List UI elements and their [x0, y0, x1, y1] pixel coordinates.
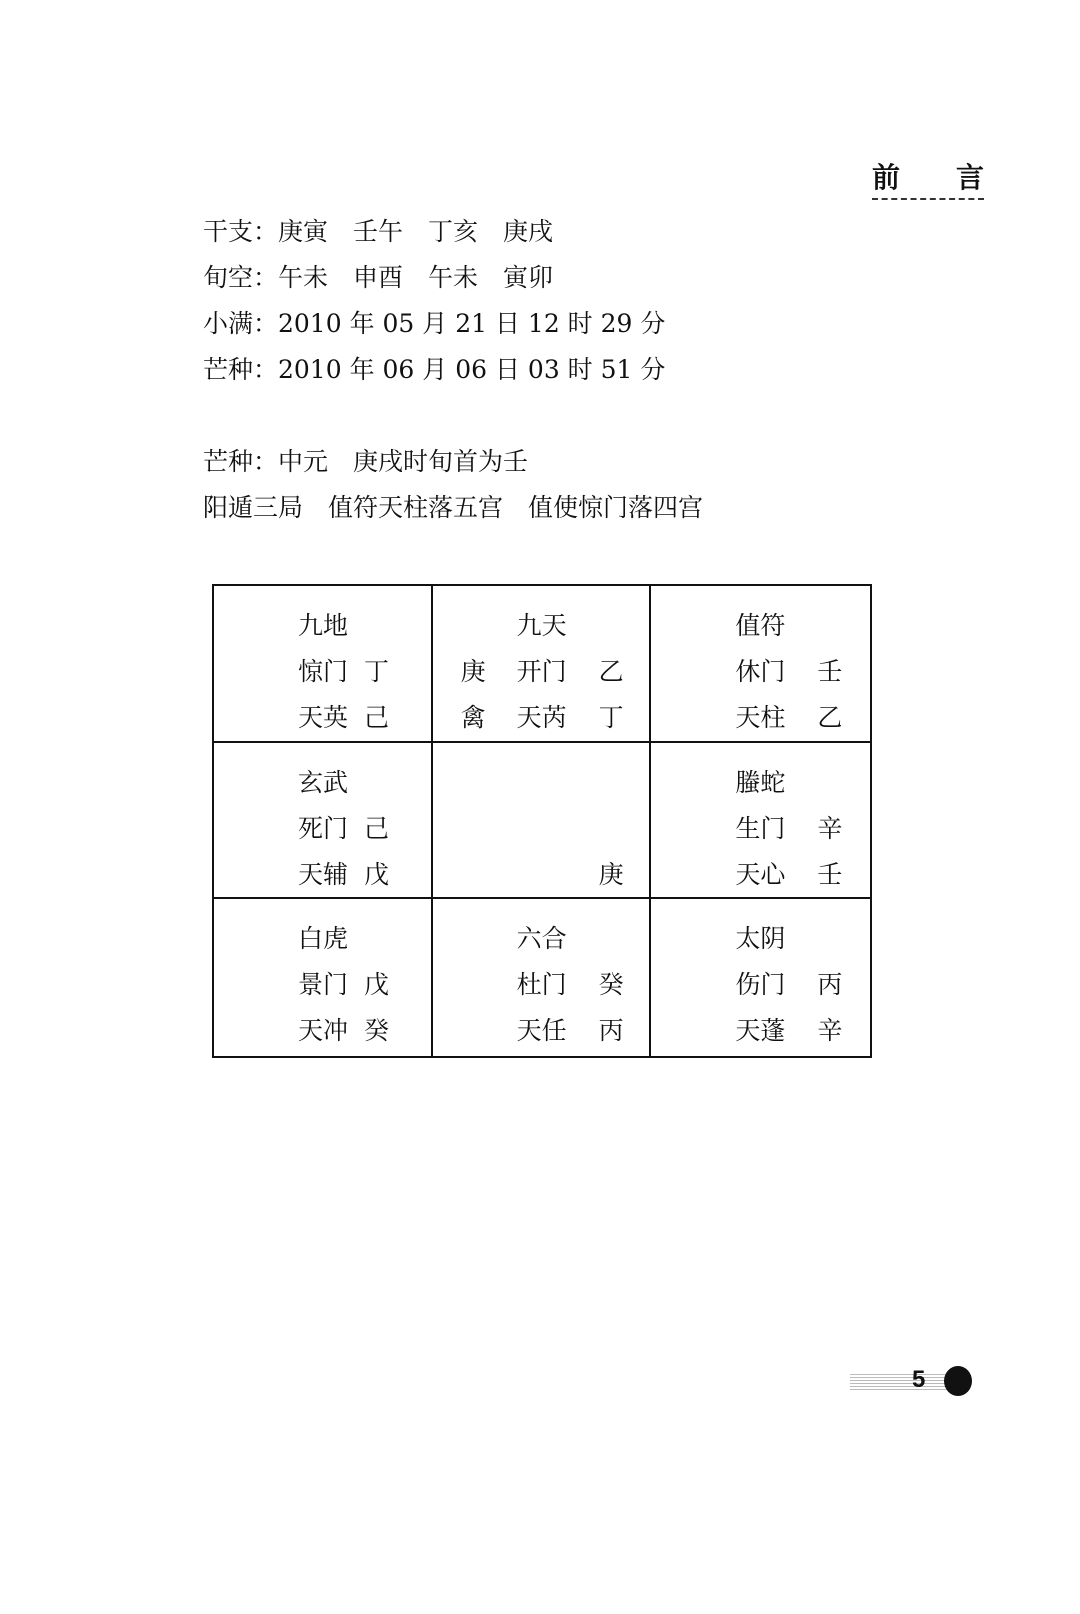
- palace-door-stem: 壬: [817, 657, 843, 686]
- palace-door-stem: 丁: [364, 657, 390, 686]
- palace-god: 白虎: [298, 924, 349, 954]
- qimen-nine-palace-grid: [212, 584, 872, 1058]
- palace-cell: [651, 586, 870, 743]
- palace-cell: [214, 586, 433, 743]
- palace-door-stem: 癸: [598, 970, 624, 1000]
- page-number-tab: [850, 1364, 970, 1396]
- palace-door-stem: 戊: [364, 970, 390, 1000]
- palace-god: 九地: [298, 611, 349, 640]
- header-char-right: 言: [955, 161, 984, 194]
- palace-star-stem: 壬: [817, 859, 843, 889]
- palace-god: 值符: [735, 611, 786, 640]
- palace-extra-star: 禽: [460, 703, 486, 732]
- palace-star-stem: 己: [364, 703, 390, 732]
- palace-star: 天英: [298, 703, 349, 732]
- palace-star-stem: 乙: [817, 703, 843, 732]
- info-xiaoman: 小满：2010 年 05 月 21 日 12 时 29 分: [203, 309, 666, 338]
- palace-door: 开门: [516, 657, 567, 686]
- chart-term-line: 芒种：中元 庚戌时旬首为壬: [203, 447, 529, 476]
- palace-star: 天任: [516, 1016, 567, 1046]
- palace-star: 天冲: [298, 1016, 349, 1046]
- palace-god: 六合: [516, 924, 567, 954]
- palace-star: 天辅: [298, 859, 349, 889]
- palace-door-stem: 己: [364, 813, 390, 843]
- palace-door: 死门: [298, 813, 349, 843]
- palace-star: 天芮: [516, 703, 567, 732]
- palace-cell: [214, 743, 433, 900]
- palace-star-stem: 戊: [364, 859, 390, 889]
- palace-cell: [433, 586, 652, 743]
- palace-extra-stem: 庚: [460, 657, 486, 686]
- palace-door: 伤门: [735, 970, 786, 1000]
- page-tab-stripes: [850, 1372, 950, 1390]
- palace-cell: [214, 899, 433, 1056]
- palace-star: 天心: [735, 859, 786, 889]
- palace-door-stem: 丙: [817, 970, 843, 1000]
- info-ganzhi: 干支：庚寅 壬午 丁亥 庚戌: [203, 217, 554, 246]
- palace-center-stem: 庚: [598, 859, 624, 889]
- palace-god: 螣蛇: [735, 767, 786, 797]
- palace-cell: [651, 899, 870, 1056]
- palace-star: 天柱: [735, 703, 786, 732]
- palace-star-stem: 癸: [364, 1016, 390, 1046]
- palace-star-stem: 丁: [598, 703, 624, 732]
- palace-star-stem: 辛: [817, 1016, 843, 1046]
- palace-door: 生门: [735, 813, 786, 843]
- palace-god: 玄武: [298, 767, 349, 797]
- palace-star-stem: 丙: [598, 1016, 624, 1046]
- palace-door: 景门: [298, 970, 349, 1000]
- palace-cell-center: [433, 743, 652, 900]
- page-tab-dot-icon: [944, 1366, 972, 1396]
- palace-door: 杜门: [516, 970, 567, 1000]
- palace-door: 休门: [735, 657, 786, 686]
- palace-door-stem: 辛: [817, 813, 843, 843]
- info-mangzhong: 芒种：2010 年 06 月 06 日 03 时 51 分: [203, 355, 666, 384]
- palace-cell: [651, 743, 870, 900]
- palace-star: 天蓬: [735, 1016, 786, 1046]
- page-number: 5: [912, 1366, 926, 1393]
- palace-god: 九天: [516, 611, 567, 640]
- running-header: [872, 156, 984, 200]
- chart-ju-line: 阳遁三局 值符天柱落五宫 值使惊门落四宫: [203, 493, 704, 522]
- info-xunkong: 旬空：午未 申酉 午未 寅卯: [203, 263, 554, 292]
- header-char-left: 前: [872, 161, 901, 194]
- palace-door: 惊门: [298, 657, 349, 686]
- palace-cell: [433, 899, 652, 1056]
- palace-door-stem: 乙: [598, 657, 624, 686]
- palace-god: 太阴: [735, 924, 786, 954]
